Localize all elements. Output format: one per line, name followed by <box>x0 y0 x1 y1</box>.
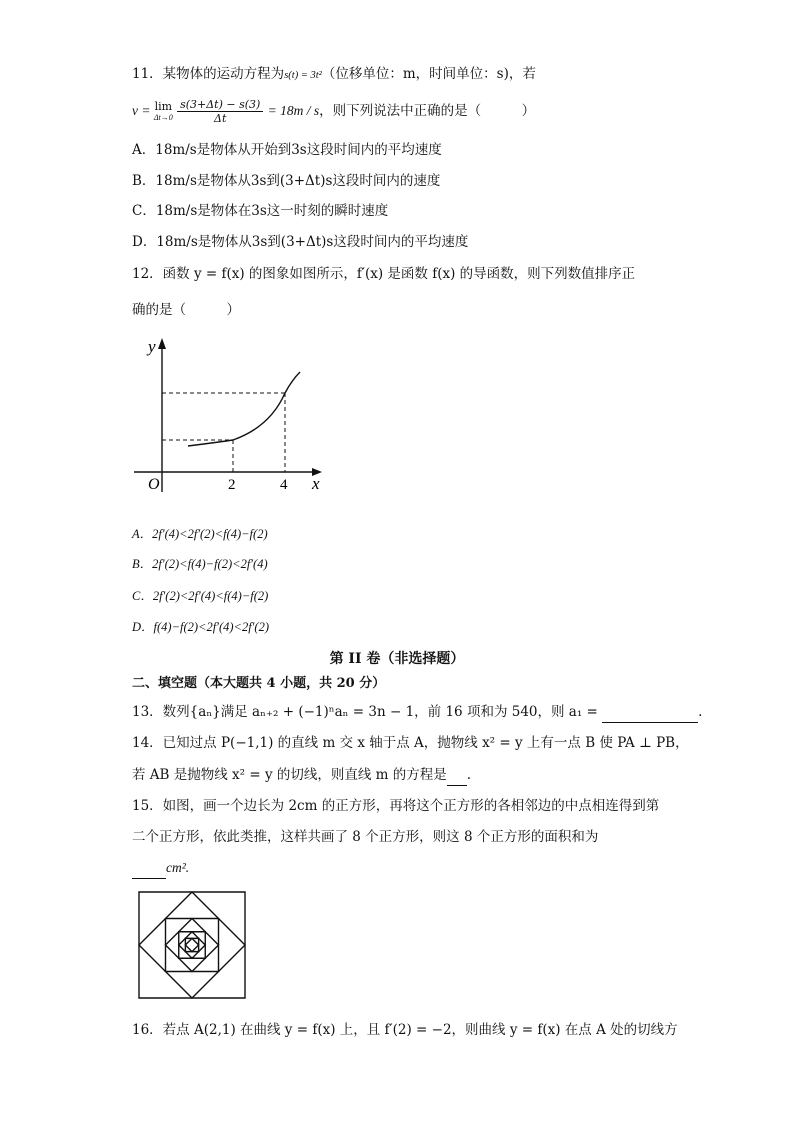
y-axis-label: y <box>148 337 156 356</box>
fill-in-header: 二、填空题（本大题共 4 小题，共 20 分） <box>132 676 386 691</box>
q14-line1: 14．已知过点 P(−1,1) 的直线 m 交 x 轴于点 A，抛物线 x² = y 上有一点 B 使 PA ⊥ PB， <box>132 735 689 751</box>
q14-line2 <box>132 765 471 786</box>
tick-label-4: 4 <box>280 477 288 493</box>
q12-option-d: D．f(4)−f(2)<2f′(4)<2f′(2) <box>132 620 269 634</box>
function-curve <box>188 372 300 446</box>
q11-question-stem: ，则下列说法中正确的是（ ） <box>319 103 536 119</box>
q11-motion-equation: s(t) = 3t² <box>284 70 322 81</box>
q15-line1: 15．如图，画一个边长为 2cm 的正方形，再将这个正方形的各相邻边的中点相连得到第 <box>132 798 660 814</box>
square-1 <box>139 892 245 998</box>
q13-answer-blank <box>602 702 698 723</box>
fraction-numerator: s(3+Δt) − s(3) <box>177 98 263 112</box>
q11-option-d: D．18m/s是物体从3s到(3+Δt)s这段时间内的平均速度 <box>132 234 469 250</box>
square-6 <box>179 932 206 959</box>
q11-fraction <box>177 98 263 125</box>
q11-units-note: （位移单位：m，时间单位：s)，若 <box>321 66 536 82</box>
q11-option-b: B．18m/s是物体从3s到(3+Δt)s这段时间内的速度 <box>132 173 441 189</box>
x-axis-label: x <box>312 474 320 493</box>
q13-line <box>132 702 702 723</box>
q12-option-b: B．2f′(2)<f(4)−f(2)<2f′(4) <box>132 557 268 571</box>
origin-label: O <box>148 476 160 493</box>
square-3 <box>166 919 219 972</box>
q11-line1 <box>132 64 536 86</box>
q11-velocity-lhs: v = <box>132 103 154 118</box>
fraction-denominator: Δt <box>214 112 227 125</box>
q13-text: 13．数列{aₙ}满足 aₙ₊₂ + (−1)ⁿaₙ = 3n − 1，前 16 项和为 540，则 a₁ = <box>132 704 603 720</box>
q12-line2: 确的是（ ） <box>132 302 240 318</box>
q15-line3 <box>132 858 189 879</box>
q11-line2 <box>132 94 535 128</box>
section-title: 第 II 卷（非选择题） <box>329 651 465 667</box>
q11-intro: 11．某物体的运动方程为 <box>132 66 285 82</box>
q14-end: . <box>466 767 472 783</box>
q12-option-c: C．2f′(2)<2f′(4)<f(4)−f(2) <box>132 589 269 603</box>
q12-line1: 12．函数 y = f(x) 的图象如图所示，f′(x) 是函数 f(x) 的导函数，则下列数值排序正 <box>132 266 636 282</box>
q11-limit <box>154 101 173 123</box>
q12-function-graph <box>130 332 330 494</box>
q15-answer-blank <box>132 858 166 879</box>
q13-end: . <box>698 704 703 720</box>
y-axis-arrow <box>158 338 166 349</box>
square-5 <box>179 932 206 959</box>
lim-subscript: Δt→0 <box>153 112 173 122</box>
q11-option-a: A．18m/s是物体从开始到3s这段时间内的平均速度 <box>132 142 442 158</box>
lim-word: lim <box>154 99 173 113</box>
q15-line2: 二个正方形，依此类推，这样共画了 8 个正方形，则这 8 个正方形的面积和为 <box>132 829 599 845</box>
q16-line1: 16．若点 A(2,1) 在曲线 y = f(x) 上，且 f′(2) = −2，则曲线 y = f(x) 在点 A 处的切线方 <box>132 1022 678 1038</box>
q11-velocity-value: = 18m / s <box>267 103 320 118</box>
q11-option-c: C．18m/s是物体在3s这一时刻的瞬时速度 <box>132 203 389 219</box>
square-4 <box>166 919 219 972</box>
tick-label-2: 2 <box>228 477 236 493</box>
q15-nested-squares-figure <box>137 890 247 1000</box>
q14-answer-blank <box>447 765 467 786</box>
square-8 <box>185 938 198 951</box>
q12-option-a: A．2f′(4)<2f′(2)<f(4)−f(2) <box>132 527 268 541</box>
square-7 <box>185 938 198 951</box>
square-2 <box>139 892 245 998</box>
q14-question: 若 AB 是抛物线 x² = y 的切线，则直线 m 的方程是 <box>132 767 447 783</box>
q15-unit: cm². <box>166 860 190 875</box>
